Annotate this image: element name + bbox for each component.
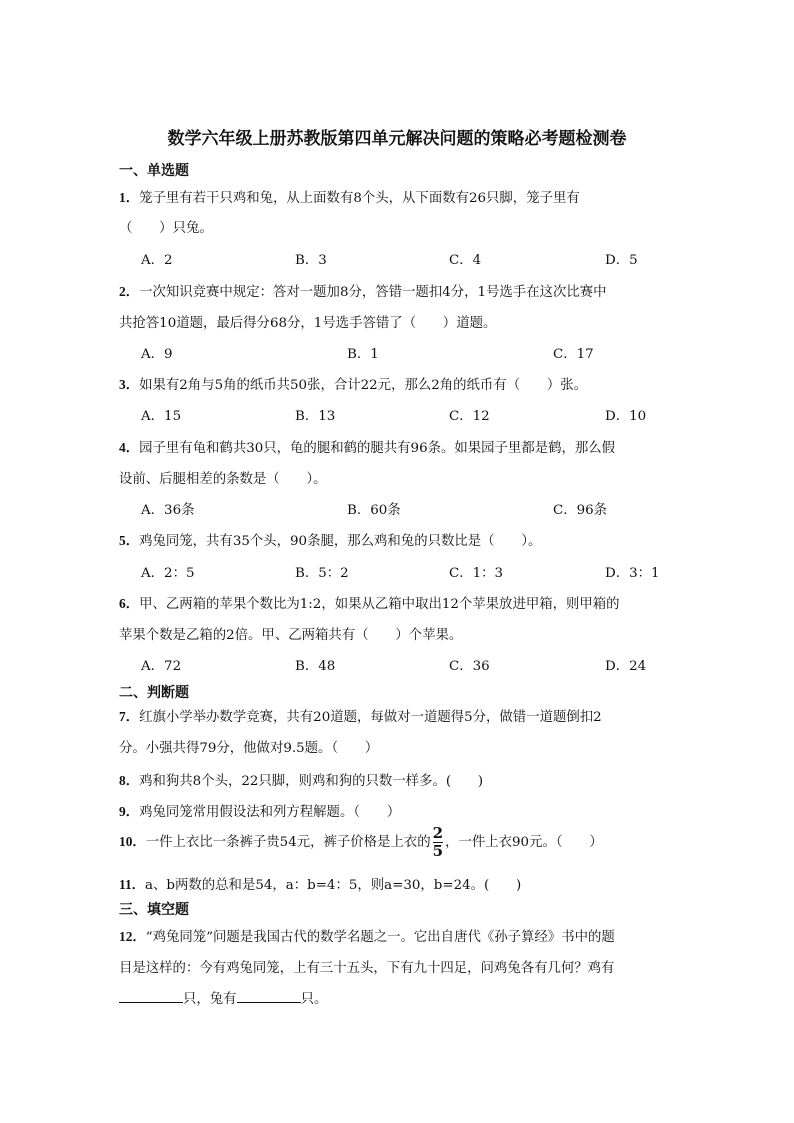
option-a[interactable]: A．15: [141, 409, 182, 424]
section-heading-true-false: 二、判断题: [119, 685, 189, 701]
page-title: 数学六年级上册苏教版第四单元解决问题的策略必考题检测卷: [167, 129, 627, 149]
option-c[interactable]: C．1：3: [449, 566, 504, 581]
fraction-numerator: 2: [432, 824, 444, 842]
option-b[interactable]: B．1: [347, 347, 379, 362]
question-number: 12．: [119, 929, 146, 944]
question-1: [119, 187, 580, 206]
option-a[interactable]: A．9: [141, 347, 173, 362]
question-number: 8．: [119, 773, 140, 788]
question-2-line-2: 共抢答10道题，最后得分68分，1号选手答错了（ ）道题。: [119, 316, 497, 331]
question-text-post: ，一件上衣90元。（ ）: [445, 835, 603, 850]
fraction: [433, 826, 443, 859]
option-c[interactable]: C．96条: [553, 503, 608, 518]
question-number: 10．: [119, 834, 146, 849]
question-text: “鸡兔同笼”问题是我国古代的数学名题之一。它出自唐代《孙子算经》书中的题: [145, 930, 615, 945]
fraction-denominator: 5: [432, 842, 444, 860]
question-text: 只。: [300, 992, 328, 1007]
section-heading-single-choice: 一、单选题: [119, 163, 189, 179]
question-6-line-2: 苹果个数是乙箱的2倍。甲、乙两箱共有（ ）个苹果。: [119, 628, 463, 643]
question-number: 6．: [119, 596, 140, 611]
question-text: 只，兔有: [183, 992, 237, 1007]
option-a[interactable]: A．36条: [141, 503, 195, 518]
question-text: 一次知识竞赛中规定：答对一题加8分，答错一题扣4分，1号选手在这次比赛中: [139, 285, 607, 300]
question-9: [119, 801, 400, 820]
option-a[interactable]: A．2：5: [141, 566, 195, 581]
option-b[interactable]: B．3: [295, 253, 327, 268]
question-text: 鸡和狗共8个头，22只脚，则鸡和狗的只数一样多。( ): [139, 774, 484, 789]
question-2: [119, 281, 607, 300]
option-b[interactable]: B．60条: [347, 503, 401, 518]
question-text: a、b两数的总和是54，a：b=4：5，则a=30，b=24。( ): [145, 878, 522, 893]
option-d[interactable]: D．10: [605, 409, 647, 424]
question-4: [119, 437, 615, 456]
answer-blank-chickens[interactable]: [119, 990, 183, 1003]
question-6: [119, 593, 620, 612]
question-text-pre: 一件上衣比一条裤子贵54元，裤子价格是上衣的: [145, 835, 431, 850]
question-text: 甲、乙两箱的苹果个数比为1:2，如果从乙箱中取出12个苹果放进甲箱，则甲箱的: [139, 597, 620, 612]
option-d[interactable]: D．24: [605, 659, 647, 674]
option-b[interactable]: B．48: [295, 659, 336, 674]
question-12: [119, 926, 615, 945]
question-number: 1．: [119, 190, 140, 205]
question-text: 园子里有龟和鹤共30只，龟的腿和鹤的腿共有96条。如果园子里都是鹤，那么假: [139, 441, 616, 456]
question-number: 5．: [119, 533, 140, 548]
question-4-line-2: 设前、后腿相差的条数是（ ）。: [119, 472, 327, 487]
option-b[interactable]: B．5：2: [295, 566, 349, 581]
question-number: 11．: [119, 877, 146, 892]
question-11: [119, 874, 521, 893]
option-c[interactable]: C．4: [449, 253, 482, 268]
question-12-line-2: 目是这样的：今有鸡兔同笼，上有三十五头，下有九十四足，问鸡兔各有几何？鸡有: [119, 961, 615, 976]
question-number: 9．: [119, 804, 140, 819]
question-text: 笼子里有若干只鸡和兔，从上面数有8个头，从下面数有26只脚，笼子里有: [139, 191, 580, 206]
option-c[interactable]: C．12: [449, 409, 490, 424]
question-5: [119, 530, 541, 549]
option-c[interactable]: C．36: [449, 659, 490, 674]
option-a[interactable]: A．2: [141, 253, 173, 268]
question-3: [119, 374, 587, 393]
section-heading-fill-blank: 三、填空题: [119, 902, 189, 918]
question-text: 红旗小学举办数学竞赛，共有20道题，每做对一道题得5分，做错一道题倒扣2: [139, 710, 602, 725]
answer-blank-rabbits[interactable]: [237, 990, 301, 1003]
option-d[interactable]: D．5: [605, 253, 638, 268]
question-12-line-3: [119, 988, 327, 1007]
question-text: 鸡兔同笼，共有35个头，90条腿，那么鸡和兔的只数比是（ ）。: [139, 534, 542, 549]
question-8: [119, 770, 483, 789]
question-text: 鸡兔同笼常用假设法和列方程解题。（ ）: [139, 805, 401, 820]
question-number: 7．: [119, 709, 140, 724]
question-number: 3．: [119, 377, 140, 392]
question-number: 4．: [119, 440, 140, 455]
question-number: 2．: [119, 284, 140, 299]
question-10: [119, 826, 603, 859]
option-a[interactable]: A．72: [141, 659, 182, 674]
question-7: [119, 706, 602, 725]
question-7-line-2: 分。小强共得79分，他做对9.5题。（ ）: [119, 741, 379, 756]
question-1-line-2: （ ）只兔。: [119, 221, 213, 236]
option-c[interactable]: C．17: [553, 347, 594, 362]
option-d[interactable]: D．3：1: [605, 566, 660, 581]
option-b[interactable]: B．13: [295, 409, 336, 424]
question-text: 如果有2角与5角的纸币共50张，合计22元，那么2角的纸币有（ ）张。: [139, 378, 588, 393]
